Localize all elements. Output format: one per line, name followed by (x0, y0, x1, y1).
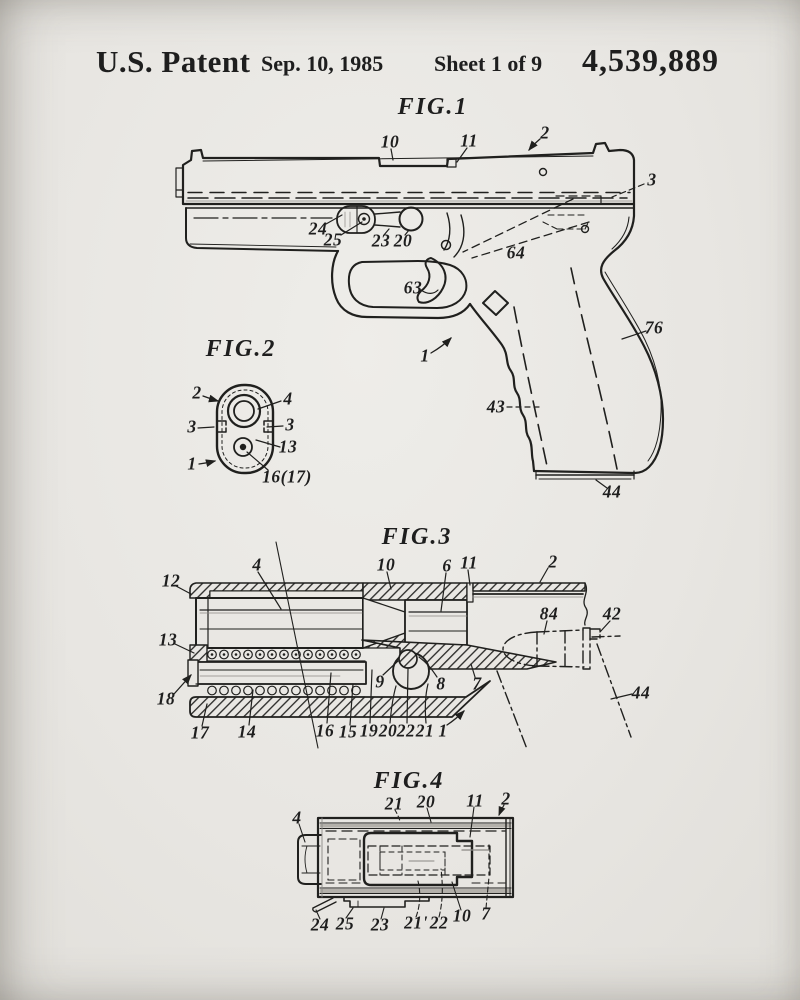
ref-label-22: 22 (429, 912, 449, 933)
ref-label-1: 1 (420, 345, 430, 366)
fig1-slide (183, 143, 634, 204)
ref-label-84: 84 (539, 603, 559, 624)
ref-label-22: 22 (396, 720, 416, 741)
ref-label-2: 2 (501, 788, 511, 809)
fig4-title: FIG.4 (373, 768, 445, 794)
ref-label-10: 10 (380, 131, 400, 152)
ref-label-6: 6 (442, 555, 452, 576)
ref-label-44: 44 (631, 682, 651, 703)
ref-label-76: 76 (644, 317, 664, 338)
ref-label-16(17): 16(17) (262, 466, 312, 487)
ref-label-3: 3 (187, 416, 197, 437)
ref-label-4: 4 (252, 554, 262, 575)
ref-label-11: 11 (466, 790, 484, 811)
fig3-title: FIG.3 (381, 524, 453, 550)
fig1-grip-front (470, 304, 534, 471)
ref-label-1: 1 (438, 720, 448, 741)
fig3-phantom-cartridge (497, 628, 631, 749)
ref-label-3: 3 (285, 414, 295, 435)
ref-label-42: 42 (602, 603, 622, 624)
ref-label-21': 21' (404, 912, 428, 933)
fig1-title: FIG.1 (397, 94, 469, 120)
fig3-chamber (405, 600, 467, 645)
ref-label-11: 11 (460, 130, 478, 151)
ref-label-21: 21 (415, 720, 435, 741)
fig2-cross-section (198, 385, 283, 473)
ref-label-12: 12 (161, 570, 181, 591)
sheet-number: Sheet 1 of 9 (434, 51, 543, 76)
fig4-top-view (298, 805, 513, 919)
fig2-title: FIG.2 (205, 336, 277, 362)
ref-label-13: 13 (278, 436, 298, 457)
ref-label-24: 24 (310, 914, 330, 935)
fig3-longitudinal-section (174, 542, 632, 749)
patent-office: U.S. Patent (96, 44, 251, 79)
ref-label-9: 9 (375, 671, 385, 692)
ref-label-19: 19 (359, 720, 379, 741)
ref-label-4: 4 (283, 388, 293, 409)
ref-label-25: 25 (323, 229, 343, 250)
ref-label-7: 7 (481, 903, 491, 924)
ref-label-20: 20 (393, 230, 413, 251)
fig4-takedown-bracket (344, 897, 429, 907)
patent-number: 4,539,889 (582, 42, 719, 78)
ref-label-21: 21 (384, 793, 404, 814)
fig1-pistol-side-view (176, 139, 663, 488)
ref-label-24: 24 (308, 218, 328, 239)
ref-label-10: 10 (376, 554, 396, 575)
ref-label-17: 17 (190, 722, 210, 743)
fig1-backstrap (534, 204, 663, 473)
ref-label-8: 8 (436, 673, 446, 694)
ref-label-43: 43 (486, 396, 506, 417)
fig1-trigger (418, 258, 446, 303)
ref-label-2: 2 (540, 122, 550, 143)
patent-date: Sep. 10, 1985 (261, 51, 384, 76)
ref-label-20: 20 (378, 720, 398, 741)
ref-label-11: 11 (460, 552, 478, 573)
ref-label-64: 64 (506, 242, 526, 263)
ref-label-13: 13 (158, 629, 178, 650)
ref-label-10: 10 (452, 905, 472, 926)
ref-label-14: 14 (237, 721, 257, 742)
ref-label-18: 18 (156, 688, 176, 709)
ref-label-23: 23 (371, 230, 391, 251)
ref-label-2: 2 (548, 551, 558, 572)
ref-label-44: 44 (602, 481, 622, 502)
ref-label-23: 23 (370, 914, 390, 935)
ref-label-25: 25 (335, 913, 355, 934)
ref-label-2: 2 (192, 382, 202, 403)
ref-label-1: 1 (187, 453, 197, 474)
ref-label-63: 63 (403, 277, 423, 298)
ref-label-20: 20 (416, 791, 436, 812)
ref-label-7: 7 (472, 673, 482, 694)
ref-label-3: 3 (647, 169, 657, 190)
ref-label-16: 16 (315, 720, 335, 741)
ref-label-15: 15 (338, 721, 358, 742)
ref-label-4: 4 (292, 807, 302, 828)
